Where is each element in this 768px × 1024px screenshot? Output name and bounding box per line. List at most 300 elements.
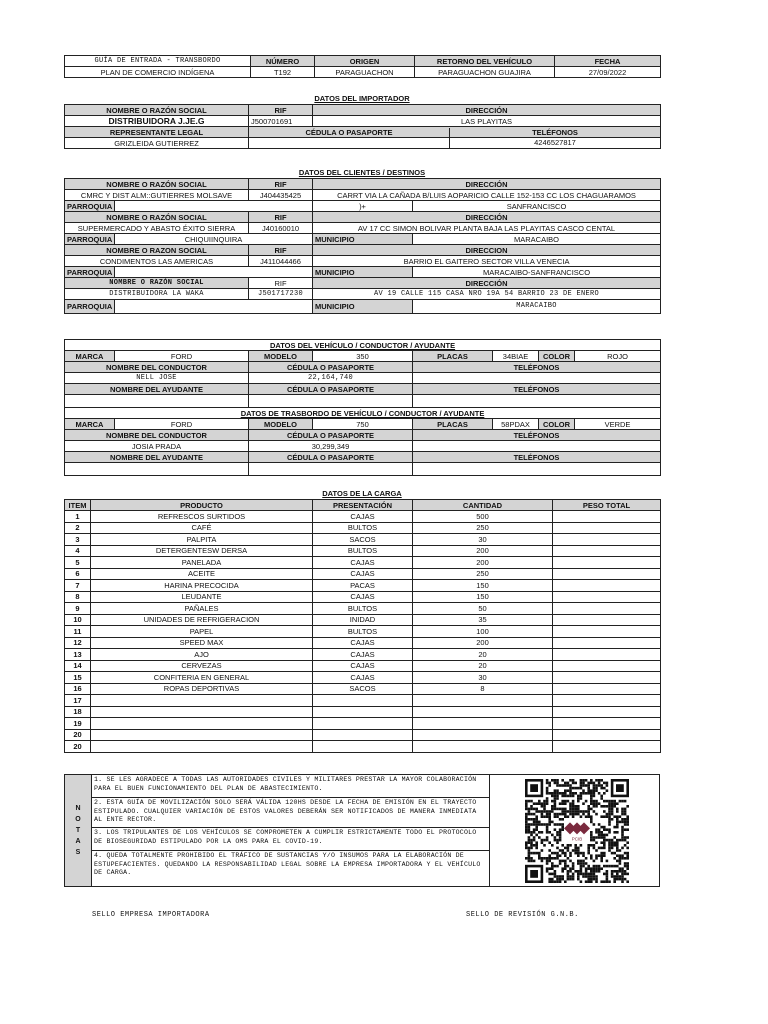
cliente-3-label-rif: RIF [249, 245, 313, 256]
qr-module [587, 784, 590, 787]
qr-module [626, 823, 629, 826]
qr-module [551, 844, 554, 847]
qr-module [580, 779, 583, 782]
qr-module [569, 860, 572, 863]
qr-module [587, 852, 590, 855]
qr-module [551, 865, 554, 868]
qr-module [621, 800, 624, 803]
clientes-table [64, 178, 661, 314]
qr-module [530, 860, 533, 863]
qr-module [590, 779, 593, 782]
qr-module [590, 808, 593, 811]
carga-peso [553, 649, 661, 661]
qr-module [569, 792, 572, 795]
qr-module [556, 795, 559, 798]
qr-module [572, 805, 575, 808]
qr-module [530, 808, 533, 811]
carga-row [65, 672, 661, 684]
carga-peso [553, 637, 661, 649]
carga-header-item: ITEM [65, 500, 91, 511]
qr-module [561, 867, 564, 870]
qr-module [569, 810, 572, 813]
qr-module [561, 808, 564, 811]
notas-letter: A [75, 838, 81, 845]
qr-module [624, 865, 627, 868]
qr-module [554, 875, 557, 878]
qr-module [595, 802, 598, 805]
qr-module [613, 870, 616, 873]
section-title-importador: DATOS DEL IMPORTADOR [314, 94, 410, 103]
qr-module [548, 818, 551, 821]
qr-module [626, 821, 629, 824]
qr-module [598, 847, 601, 850]
qr-module [543, 800, 546, 803]
qr-module [621, 831, 624, 834]
qr-module [574, 844, 577, 847]
qr-module [577, 862, 580, 865]
carga-item: 10 [65, 614, 91, 626]
qr-module [561, 826, 564, 829]
qr-module [543, 802, 546, 805]
qr-module [564, 784, 567, 787]
carga-cantidad: 250 [413, 568, 553, 580]
carga-row [65, 637, 661, 649]
qr-module [595, 784, 598, 787]
qr-module [595, 813, 598, 816]
qr-module [551, 857, 554, 860]
cliente-4-label-rif: RIF [249, 278, 313, 289]
carga-item: 16 [65, 683, 91, 695]
qr-module [590, 802, 593, 805]
qr-module [577, 860, 580, 863]
carga-presentacion: BULTOS [313, 626, 413, 638]
qr-module [559, 875, 562, 878]
trasbordo-telefono-ayudante [413, 463, 661, 476]
carga-peso [553, 695, 661, 707]
qr-module [574, 870, 577, 873]
qr-module [564, 808, 567, 811]
header-origen-value: PARAGUACHON [315, 67, 415, 78]
qr-module [606, 782, 609, 785]
qr-module [561, 849, 564, 852]
qr-module [528, 823, 531, 826]
qr-module [533, 852, 536, 855]
qr-module [564, 860, 567, 863]
qr-module [528, 831, 531, 834]
qr-module [577, 878, 580, 881]
qr-module [624, 852, 627, 855]
qr-module [556, 797, 559, 800]
qr-module [624, 810, 627, 813]
qr-module [608, 828, 611, 831]
qr-module [608, 880, 611, 883]
qr-module [587, 878, 590, 881]
header-col-retorno: RETORNO DEL VEHÍCULO [415, 56, 555, 67]
qr-module [593, 873, 596, 876]
qr-module [543, 815, 546, 818]
carga-presentacion: CAJAS [313, 637, 413, 649]
carga-peso [553, 683, 661, 695]
qr-module [595, 878, 598, 881]
qr-module [572, 795, 575, 798]
qr-module [528, 852, 531, 855]
carga-producto: SPEED MAX [91, 637, 313, 649]
importador-direccion: LAS PLAYITAS [313, 116, 661, 127]
qr-module [564, 792, 567, 795]
qr-module [567, 875, 570, 878]
carga-row [65, 511, 661, 523]
qr-module [616, 802, 619, 805]
qr-module [587, 875, 590, 878]
qr-module [541, 841, 544, 844]
qr-module [603, 865, 606, 868]
qr-module [577, 813, 580, 816]
qr-module [626, 854, 629, 857]
qr-module [611, 805, 614, 808]
qr-module [569, 802, 572, 805]
qr-module [616, 839, 619, 842]
nota-2: 2. ESTA GUÍA DE MOVILIZACIÓN SOLO SERÁ VÁLIDA 120HS DESDE LA FECHA DE EMISIÓN EN EL TRAYECTO ESTIPULADO. CUALQUIER VARIACIÓN DE ESTOS VALORES DEBERÁN SER NOTIFICADOS DE MANERA INMEDIATA AL ENTE RECTOR. [91, 798, 489, 828]
qr-module [551, 873, 554, 876]
qr-module [538, 854, 541, 857]
qr-module [567, 782, 570, 785]
qr-module [587, 805, 590, 808]
qr-module [613, 831, 616, 834]
qr-module [548, 831, 551, 834]
qr-module [616, 870, 619, 873]
qr-module [525, 808, 528, 811]
qr-module [548, 849, 551, 852]
cliente-4-label-parroquia: PARROQUIA [65, 300, 115, 314]
qr-module [530, 805, 533, 808]
importador-label-rif: RIF [249, 105, 313, 116]
qr-module [613, 815, 616, 818]
qr-module [603, 834, 606, 837]
qr-module [595, 854, 598, 857]
carga-item: 14 [65, 660, 91, 672]
carga-row [65, 614, 661, 626]
cliente-1-label-rif: RIF [249, 179, 313, 190]
carga-cantidad: 200 [413, 545, 553, 557]
qr-module [593, 867, 596, 870]
qr-module [608, 808, 611, 811]
qr-module [554, 800, 557, 803]
qr-module [590, 857, 593, 860]
qr-module [556, 792, 559, 795]
qr-module [585, 862, 588, 865]
section-title-vehiculo: DATOS DEL VEHÍCULO / CONDUCTOR / AYUDANTE [65, 340, 661, 351]
qr-module [603, 826, 606, 829]
qr-module [621, 867, 624, 870]
carga-cantidad: 150 [413, 591, 553, 603]
qr-logo-text: PCIB [571, 836, 583, 842]
qr-module [564, 789, 567, 792]
importador-label-representante: REPRESENTANTE LEGAL [65, 127, 249, 138]
carga-presentacion: SACOS [313, 683, 413, 695]
qr-module [603, 805, 606, 808]
carga-producto: UNIDADES DE REFRIGERACION [91, 614, 313, 626]
qr-module [554, 873, 557, 876]
qr-module [608, 849, 611, 852]
qr-module [543, 805, 546, 808]
qr-module [580, 815, 583, 818]
carga-presentacion: INIDAD [313, 614, 413, 626]
qr-module [590, 867, 593, 870]
qr-module [546, 860, 549, 863]
qr-module [593, 795, 596, 798]
qr-module [564, 865, 567, 868]
qr-module [593, 847, 596, 850]
qr-module [593, 789, 596, 792]
cliente-1-municipio-label: )+ [313, 201, 413, 212]
qr-module [546, 797, 549, 800]
qr-module [582, 784, 585, 787]
qr-module [598, 831, 601, 834]
qr-module [567, 857, 570, 860]
qr-module [572, 815, 575, 818]
carga-cantidad: 30 [413, 672, 553, 684]
trasbordo-label-color: COLOR [539, 419, 575, 430]
qr-module [619, 870, 622, 873]
qr-module [616, 826, 619, 829]
carga-item: 7 [65, 580, 91, 592]
qr-module [580, 860, 583, 863]
qr-module [587, 815, 590, 818]
qr-module [551, 880, 554, 883]
qr-module [585, 870, 588, 873]
cliente-3-municipio: MARACAIBO-SANFRANCISCO [413, 267, 661, 278]
nota-1: 1. SE LES AGRADECE A TODAS LAS AUTORIDADES CIVILES Y MILITARES PRESTAR LA MAYOR COLABORACIÓN PARA EL BUEN FUNCIONAMIENTO DEL PLAN DE ABASTECIMIENTO. [91, 775, 489, 798]
importador-label-row [249, 127, 661, 138]
qr-module [621, 873, 624, 876]
qr-module [530, 800, 533, 803]
qr-module [548, 860, 551, 863]
qr-module [587, 787, 590, 790]
qr-module [621, 878, 624, 881]
carga-row [65, 626, 661, 638]
qr-module [569, 844, 572, 847]
qr-module [559, 862, 562, 865]
qr-module [533, 831, 536, 834]
qr-module [569, 787, 572, 790]
qr-module [548, 823, 551, 826]
qr-module [611, 818, 614, 821]
sello-revision-gnb: SELLO DE REVISIÓN G.N.B. [466, 911, 579, 919]
qr-module [559, 823, 562, 826]
qr-module [574, 810, 577, 813]
document-title-line1: GUÍA DE ENTRADA - TRANSBORDO [65, 56, 251, 67]
qr-module [561, 779, 564, 782]
qr-module [569, 870, 572, 873]
qr-module [590, 870, 593, 873]
qr-module [582, 779, 585, 782]
qr-module [572, 782, 575, 785]
qr-module [574, 782, 577, 785]
qr-module [580, 880, 583, 883]
qr-module [580, 792, 583, 795]
carga-cantidad [413, 718, 553, 730]
qr-module [559, 839, 562, 842]
qr-module [598, 784, 601, 787]
carga-producto: DETERGENTESW DERSA [91, 545, 313, 557]
qr-module [525, 844, 528, 847]
qr-module [546, 831, 549, 834]
qr-module [582, 865, 585, 868]
qr-module [530, 839, 533, 842]
vehiculo-ayudante [65, 395, 249, 408]
qr-module [554, 828, 557, 831]
qr-module [598, 792, 601, 795]
qr-module [569, 854, 572, 857]
qr-module [535, 802, 538, 805]
qr-module [619, 821, 622, 824]
qr-module [593, 810, 596, 813]
carga-row [65, 741, 661, 753]
qr-module [556, 854, 559, 857]
qr-module [598, 854, 601, 857]
qr-module [608, 815, 611, 818]
cliente-2-nombre: SUPERMERCADO Y ABASTO ÉXITO SIERRA [65, 223, 249, 234]
qr-module [580, 795, 583, 798]
qr-module [551, 878, 554, 881]
qr-module [535, 823, 538, 826]
qr-module [577, 795, 580, 798]
trasbordo-label-telefonos: TELÉFONOS [413, 430, 661, 441]
qr-module [525, 847, 528, 850]
qr-module [564, 852, 567, 855]
qr-module [577, 873, 580, 876]
qr-module [606, 865, 609, 868]
qr-module [606, 875, 609, 878]
trasbordo-label-modelo: MODELO [249, 419, 313, 430]
qr-module [554, 797, 557, 800]
qr-logo [564, 822, 590, 841]
carga-presentacion: BULTOS [313, 603, 413, 615]
qr-module [613, 805, 616, 808]
qr-module [535, 818, 538, 821]
qr-module [561, 784, 564, 787]
qr-module [538, 836, 541, 839]
trasbordo-label-ayudante: NOMBRE DEL AYUDANTE [65, 452, 249, 463]
qr-module [528, 828, 531, 831]
qr-finder [530, 870, 538, 878]
carga-producto: AJO [91, 649, 313, 661]
qr-module [621, 847, 624, 850]
qr-module [621, 834, 624, 837]
carga-item: 20 [65, 741, 91, 753]
carga-row [65, 534, 661, 546]
qr-module [613, 826, 616, 829]
qr-module [528, 813, 531, 816]
qr-module [556, 852, 559, 855]
qr-module [556, 782, 559, 785]
qr-module [585, 873, 588, 876]
qr-module [530, 841, 533, 844]
qr-logo-diamond [578, 822, 590, 834]
qr-module [548, 815, 551, 818]
carga-item: 9 [65, 603, 91, 615]
qr-module [569, 779, 572, 782]
qr-module [554, 779, 557, 782]
carga-producto: HARINA PRECOCIDA [91, 580, 313, 592]
carga-item: 13 [65, 649, 91, 661]
qr-module [546, 823, 549, 826]
carga-item: 3 [65, 534, 91, 546]
qr-module [616, 844, 619, 847]
cliente-1-label-direccion: DIRECCIÓN [313, 179, 661, 190]
qr-module [541, 831, 544, 834]
qr-module [621, 810, 624, 813]
carga-producto [91, 729, 313, 741]
qr-module [530, 818, 533, 821]
qr-module [603, 880, 606, 883]
qr-module [626, 805, 629, 808]
qr-module [626, 865, 629, 868]
cliente-3-nombre: CONDIMENTOS LAS AMERICAS [65, 256, 249, 267]
qr-module [595, 857, 598, 860]
qr-module [580, 797, 583, 800]
carga-item: 19 [65, 718, 91, 730]
qr-finder [616, 784, 624, 792]
qr-module [593, 875, 596, 878]
qr-module [580, 865, 583, 868]
carga-producto: CONFITERIA EN GENERAL [91, 672, 313, 684]
carga-row [65, 729, 661, 741]
qr-module [611, 802, 614, 805]
trasbordo-label-cedula-ayudante: CÉDULA O PASAPORTE [249, 452, 413, 463]
qr-module [616, 873, 619, 876]
qr-module [551, 821, 554, 824]
carga-producto: PAPEL [91, 626, 313, 638]
qr-module [624, 870, 627, 873]
qr-module [535, 810, 538, 813]
qr-module [608, 810, 611, 813]
qr-module [598, 867, 601, 870]
carga-presentacion: PACAS [313, 580, 413, 592]
qr-module [528, 808, 531, 811]
header-fecha-value: 27/09/2022 [555, 67, 661, 78]
carga-cantidad: 200 [413, 637, 553, 649]
cliente-3-parroquia [115, 267, 313, 278]
qr-module [621, 813, 624, 816]
qr-module [590, 782, 593, 785]
qr-module [590, 795, 593, 798]
vehiculo-color: ROJO [575, 351, 661, 362]
qr-module [593, 870, 596, 873]
qr-module [546, 810, 549, 813]
cliente-1-label-nombre: NOMBRE O RAZÓN SOCIAL [65, 179, 249, 190]
qr-module [619, 800, 622, 803]
qr-module [567, 844, 570, 847]
qr-module [593, 784, 596, 787]
qr-module [556, 808, 559, 811]
qr-module [554, 795, 557, 798]
qr-module [624, 857, 627, 860]
qr-module [606, 834, 609, 837]
qr-module [530, 834, 533, 837]
carga-peso [553, 672, 661, 684]
qr-module [535, 847, 538, 850]
qr-module [574, 792, 577, 795]
qr-module [533, 839, 536, 842]
qr-module [538, 800, 541, 803]
qr-module [600, 779, 603, 782]
qr-module [569, 875, 572, 878]
qr-module [554, 792, 557, 795]
qr-module [554, 808, 557, 811]
qr-module [572, 810, 575, 813]
qr-module [543, 808, 546, 811]
